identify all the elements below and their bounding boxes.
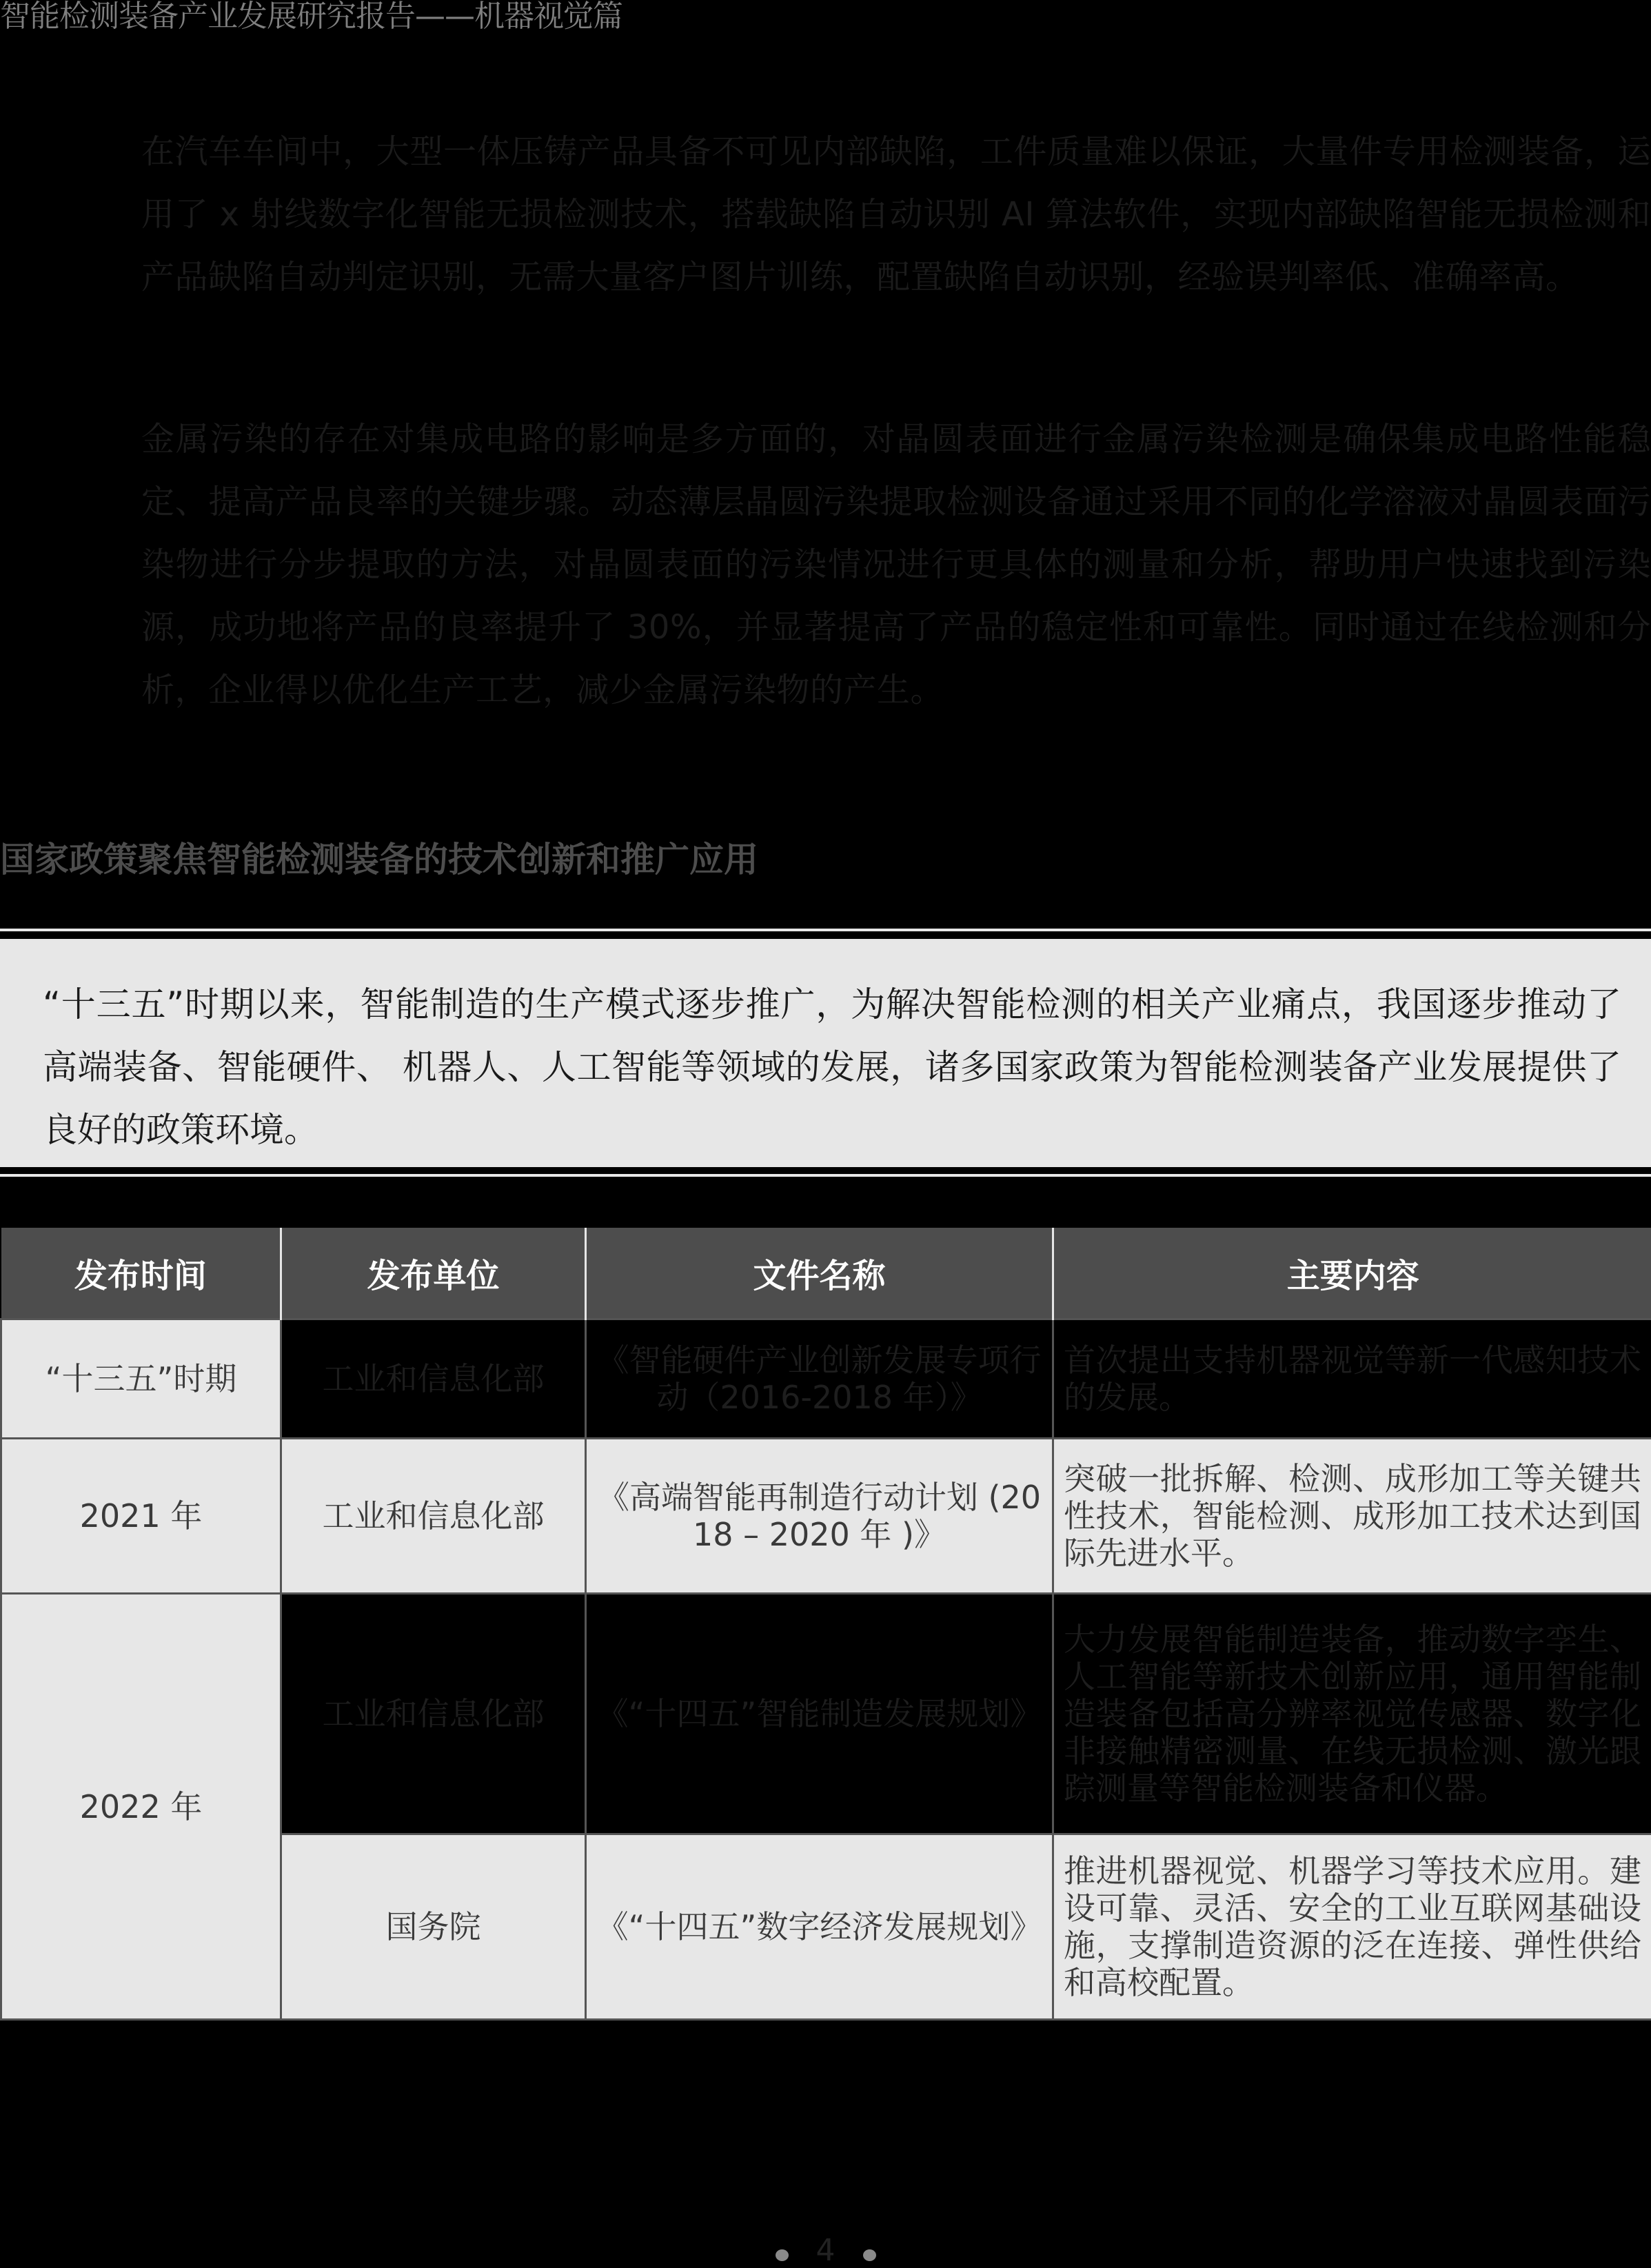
table-row [1, 1439, 1651, 1594]
table-header-row [1, 1228, 1651, 1319]
cell-content: 推进机器视觉、机器学习等技术应用。建设可靠、灵活、安全的工业互联网基础设施，支撑制造资源的泛在连接、弹性供给和高校配置。 [1053, 1834, 1651, 2020]
bullet-dot-icon [863, 2249, 876, 2261]
page-footer [0, 2234, 1651, 2267]
cell-content: 首次提出支持机器视觉等新一代感知技术的发展。 [1053, 1319, 1651, 1439]
table-row [1, 1319, 1651, 1439]
cell-document: 《高端智能再制造行动计划 (2018 – 2020 年 )》 [586, 1439, 1053, 1594]
body-paragraph-wafer-contamination: 金属污染的存在对集成电路的影响是多方面的，对晶圆表面进行金属污染检测是确保集成电路性能稳定、提高产品良率的关键步骤。动态薄层晶圆污染提取检测设备通过采用不同的化学溶液对晶圆表面污染物进行分步提取的方法，对晶圆表面的污染情况进行更具体的测量和分析，帮助用户快速找到污染源，成功地将产品的良率提升了 30%，并显著提高了产品的稳定性和可靠性。同时通过在线检测和分析，企业得以优化生产工艺，减少金属污染物的产生。 [141, 408, 1651, 722]
page-number: 4 [816, 2233, 835, 2268]
column-header-content: 主要内容 [1053, 1228, 1651, 1319]
cell-unit: 国务院 [281, 1834, 586, 2020]
cell-unit: 工业和信息化部 [281, 1594, 586, 1834]
cell-document: 《智能硬件产业创新发展专项行动（2016-2018 年）》 [586, 1319, 1053, 1439]
policy-table [0, 1228, 1651, 2021]
divider-top [0, 929, 1651, 931]
cell-content: 突破一批拆解、检测、成形加工等关键共性技术，智能检测、成形加工技术达到国际先进水平。 [1053, 1439, 1651, 1594]
column-header-document: 文件名称 [586, 1228, 1053, 1319]
cell-unit: 工业和信息化部 [281, 1439, 586, 1594]
cell-time: “十三五”时期 [1, 1319, 281, 1439]
callout-box [0, 939, 1651, 1167]
cell-time: 2021 年 [1, 1439, 281, 1594]
cell-document: 《“十四五”数字经济发展规划》 [586, 1834, 1053, 2020]
cell-unit: 工业和信息化部 [281, 1319, 586, 1439]
cell-time-merged: 2022 年 [1, 1594, 281, 2020]
column-header-time: 发布时间 [1, 1228, 281, 1319]
bullet-dot-icon [776, 2249, 789, 2261]
cell-content: 大力发展智能制造装备，推动数字孪生、人工智能等新技术创新应用，通用智能制造装备包括高分辨率视觉传感器、数字化非接触精密测量、在线无损检测、激光跟踪测量等智能检测装备和仪器。 [1053, 1594, 1651, 1834]
cell-document: 《“十四五”智能制造发展规划》 [586, 1594, 1053, 1834]
callout-text: “十三五”时期以来，智能制造的生产模式逐步推广，为解决智能检测的相关产业痛点，我国逐步推动了高端装备、智能硬件、 机器人、人工智能等领域的发展，诸多国家政策为智能检测装备产业发展提供了良好的政策环境。 [43, 973, 1621, 1162]
divider-bottom [0, 1174, 1651, 1177]
column-header-unit: 发布单位 [281, 1228, 586, 1319]
body-paragraph-casting-inspection: 在汽车车间中，大型一体压铸产品具备不可见内部缺陷，工件质量难以保证，大量件专用检测装备，运用了 x 射线数字化智能无损检测技术，搭载缺陷自动识别 AI 算法软件，实现内部缺陷智能无损检测和产品缺陷自动判定识别，无需大量客户图片训练，配置缺陷自动识别，经验误判率低、准确率高。 [141, 121, 1651, 309]
section-heading: 国家政策聚焦智能检测装备的技术创新和推广应用 [0, 836, 758, 884]
table-row [1, 1594, 1651, 1834]
running-header-title: 智能检测装备产业发展研究报告——机器视觉篇 [0, 0, 622, 33]
